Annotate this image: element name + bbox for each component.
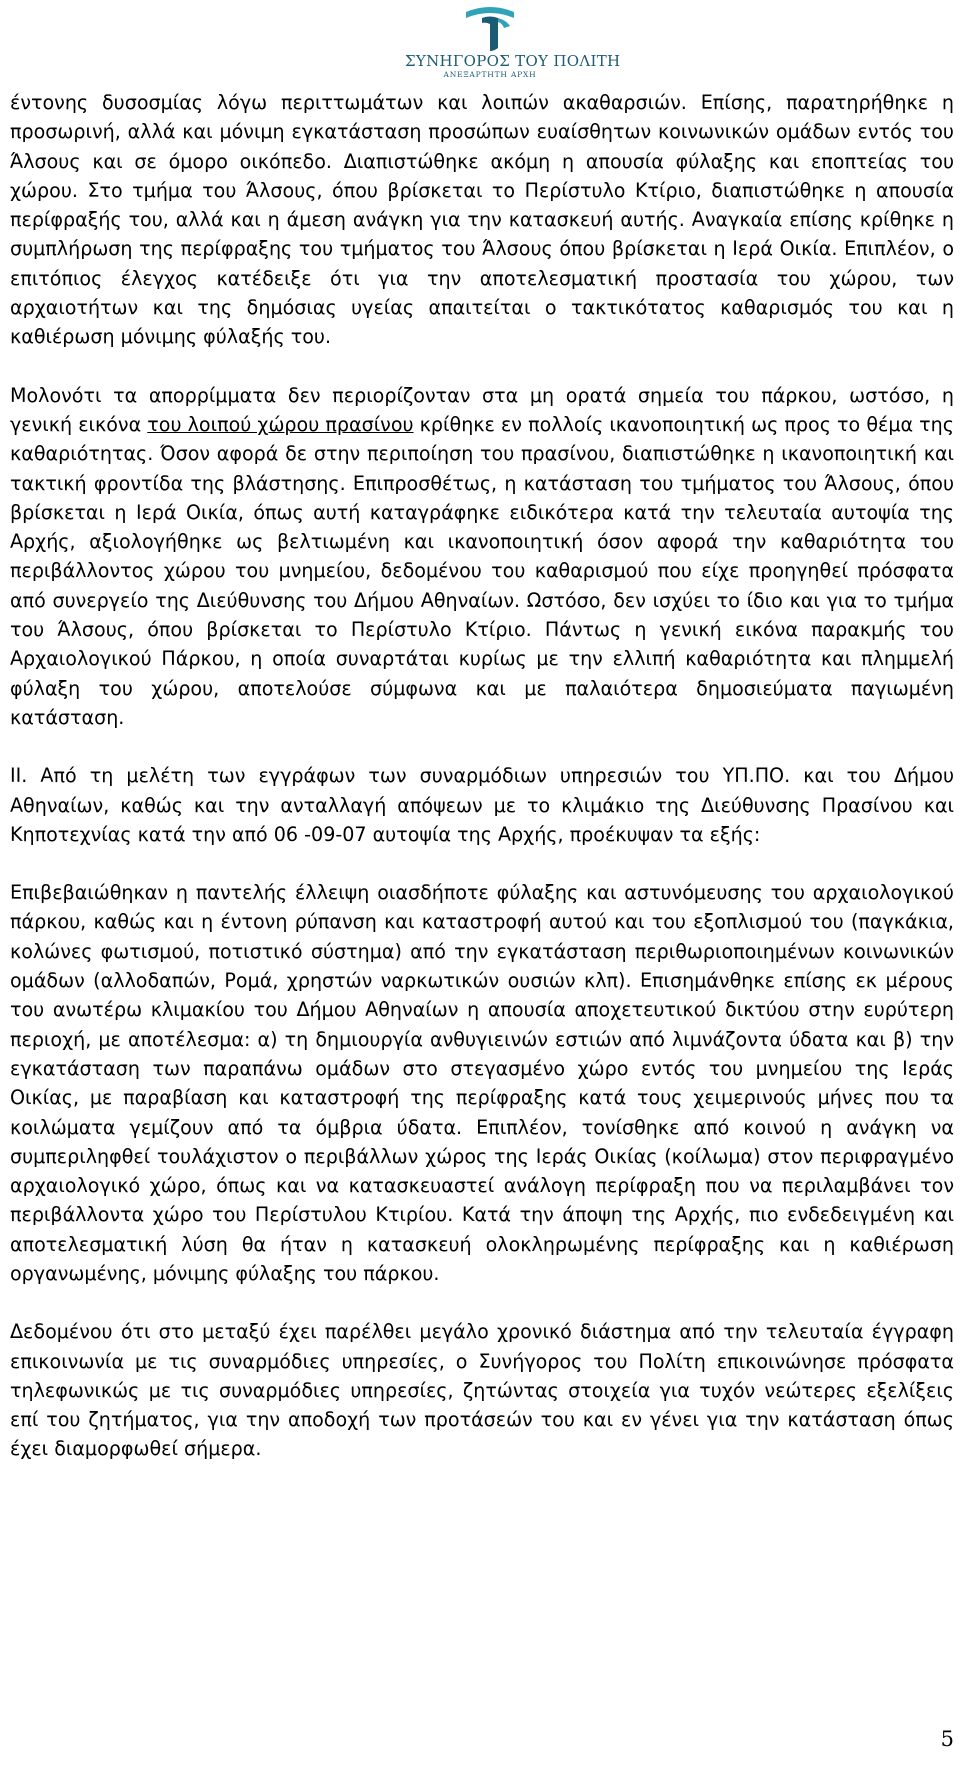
ombudsman-logo — [405, 4, 621, 88]
logo-subtitle: ΑΝΕΞΑΡΤΗΤΗ ΑΡΧΗ — [443, 70, 537, 79]
page-number: 5 — [940, 1727, 954, 1751]
paragraph-4: Επιβεβαιώθηκαν η παντελής έλλειψη οιασδήποτε φύλαξης και αστυνόμευσης του αρχαιολογικού πάρκου, καθώς και η έντονη ρύπανση και καταστροφή αυτού και του εξοπλισμού του (παγκάκια, κολώνες φωτισμού, ποτιστικό σύστημα) από την εγκατάσταση περιθωριοποιημένων κοινωνικών ομάδων (αλλοδαπών, Ρομά, χρηστών ναρκωτικών ουσιών κλπ). Επισημάνθηκε επίσης εκ μέρους του ανωτέρω κλιμακίου του Δήμου Αθηναίων η απουσία αποχετευτικού δικτύου στην ευρύτερη περιοχή, με αποτέλεσμα: α) τη δημιουργία ανθυγιεινών εστιών από λιμνάζοντα ύδατα και β) την εγκατάσταση των παραπάνω ομάδων στο στεγασμένο χώρο εντός του μνημείου της Ιεράς Οικίας, με παραβίαση και καταστροφή της περίφραξης κατά τους χειμερινούς μήνες που τα κοιλώματα γεμίζουν από τα όμβρια ύδατα. Επιπλέον, τονίσθηκε από κοινού η ανάγκη να συμπεριληφθεί τουλάχιστον ο περιβάλλων χώρος της Ιεράς Οικίας (κοίλωμα) στον περιφραγμένο αρχαιολογικό χώρο, όπως και να κατασκευαστεί ανάλογη περίφραξη που να περιλαμβάνει τον περιβάλλοντα χώρο του Περίστυλου Κτιρίου. Κατά την άποψη της Αρχής, πιο ενδεδειγμένη και αποτελεσματική λύση θα ήταν η κατασκευή ολοκληρωμένης περίφραξης και η καθιέρωση οργανωμένης, μόνιμης φύλαξης του πάρκου. — [10, 881, 954, 1285]
document-body — [10, 88, 954, 1464]
paragraph-1: έντονης δυσοσμίας λόγω περιττωμάτων και λοιπών ακαθαρσιών. Επίσης, παρατηρήθηκε η προσωρινή, αλλά και μόνιμη εγκατάσταση προσώπων ευαίσθητων κοινωνικών ομάδων εντός του Άλσους και σε όμορο οικόπεδο. Διαπιστώθηκε ακόμη η απουσία φύλαξης και εποπτείας του χώρου. Στο τμήμα του Άλσους, όπου βρίσκεται το Περίστυλο Κτίριο, διαπιστώθηκε η απουσία περίφραξής του, αλλά και η άμεση ανάγκη για την κατασκευή αυτής. Αναγκαία επίσης κρίθηκε η συμπλήρωση της περίφραξης του τμήματος του Άλσους όπου βρίσκεται η Ιερά Οικία. Επιπλέον, ο επιτόπιος έλεγχος κατέδειξε ότι για την αποτελεσματική προστασία του χώρου, των αρχαιοτήτων και της δημόσιας υγείας απαιτείται ο τακτικότατος καθαρισμός του και η καθιέρωση μόνιμης φύλαξής του. — [10, 91, 954, 349]
paragraph-2 — [10, 381, 954, 733]
paragraph-2-start: Μολονότι τα απορρίμματα δεν περιορίζονταν στα μη ορατά σημεία του πάρκου, ωστόσο, η γενική εικόνα — [10, 383, 954, 436]
underlined-phrase: του λοιπού χώρου πρασίνου — [147, 412, 414, 436]
logo-name: ΣΥΝΗΓΟΡΟΣ ΤΟΥ ΠΟΛΙΤΗ — [405, 52, 621, 70]
paragraph-5: Δεδομένου ότι στο μεταξύ έχει παρέλθει μεγάλο χρονικό διάστημα από την τελευταία έγγραφη επικοινωνία με τις συναρμόδιες υπηρεσίες, ο Συνήγορος του Πολίτη επικοινώνησε πρόσφατα τηλεφωνικώς με τις συναρμόδιες υπηρεσίες, ζητώντας στοιχεία για τυχόν νεώτερες εξελίξεις επί του ζητήματος, για την αποδοχή των προτάσεών του και εν γένει για την κατάσταση όπως έχει διαμορφωθεί σήμερα. — [10, 1320, 954, 1461]
logo-emblem-icon — [460, 4, 520, 52]
paragraph-2-end: κρίθηκε εν πολλοίς ικανοποιητική ως προς το θέμα της καθαριότητας. Όσον αφορά δε στην περιποίηση του πρασίνου, διαπιστώθηκε η ικανοποιητική και τακτική φροντίδα της βλάστησης. Επιπροσθέτως, η κατάσταση του τμήματος του Άλσους, όπου βρίσκεται η Ιερά Οικία, όπως αυτή καταγράφηκε ειδικότερα κατά την τελευταία αυτοψία της Αρχής, αξιολογήθηκε ως βελτιωμένη και ικανοποιητική όσον αφορά την καθαριότητα του περιβάλλοντος χώρου του μνημείου, δεδομένου του καθαρισμού που είχε προηγηθεί πρόσφατα από συνεργείο της Διεύθυνσης του Δήμου Αθηναίων. Ωστόσο, δεν ισχύει το ίδιο και για το τμήμα του Άλσους, όπου βρίσκεται το Περίστυλο Κτίριο. Πάντως η γενική εικόνα παρακμής του Αρχαιολογικού Πάρκου, η οποία συναρτάται κυρίως με την ελλιπή καθαριότητα και πλημμελή φύλαξη του χώρου, αποτελούσε σύμφωνα και με παλαιότερα δημοσιεύματα παγιωμένη κατάσταση. — [10, 412, 954, 729]
paragraph-3: ΙΙ. Από τη μελέτη των εγγράφων των συναρμόδιων υπηρεσιών του ΥΠ.ΠΟ. και του Δήμου Αθηναίων, καθώς και την ανταλλαγή απόψεων με το κλιμάκιο της Διεύθυνσης Πρασίνου και Κηποτεχνίας κατά την από 06 -09-07 αυτοψία της Αρχής, προέκυψαν τα εξής: — [10, 764, 954, 846]
